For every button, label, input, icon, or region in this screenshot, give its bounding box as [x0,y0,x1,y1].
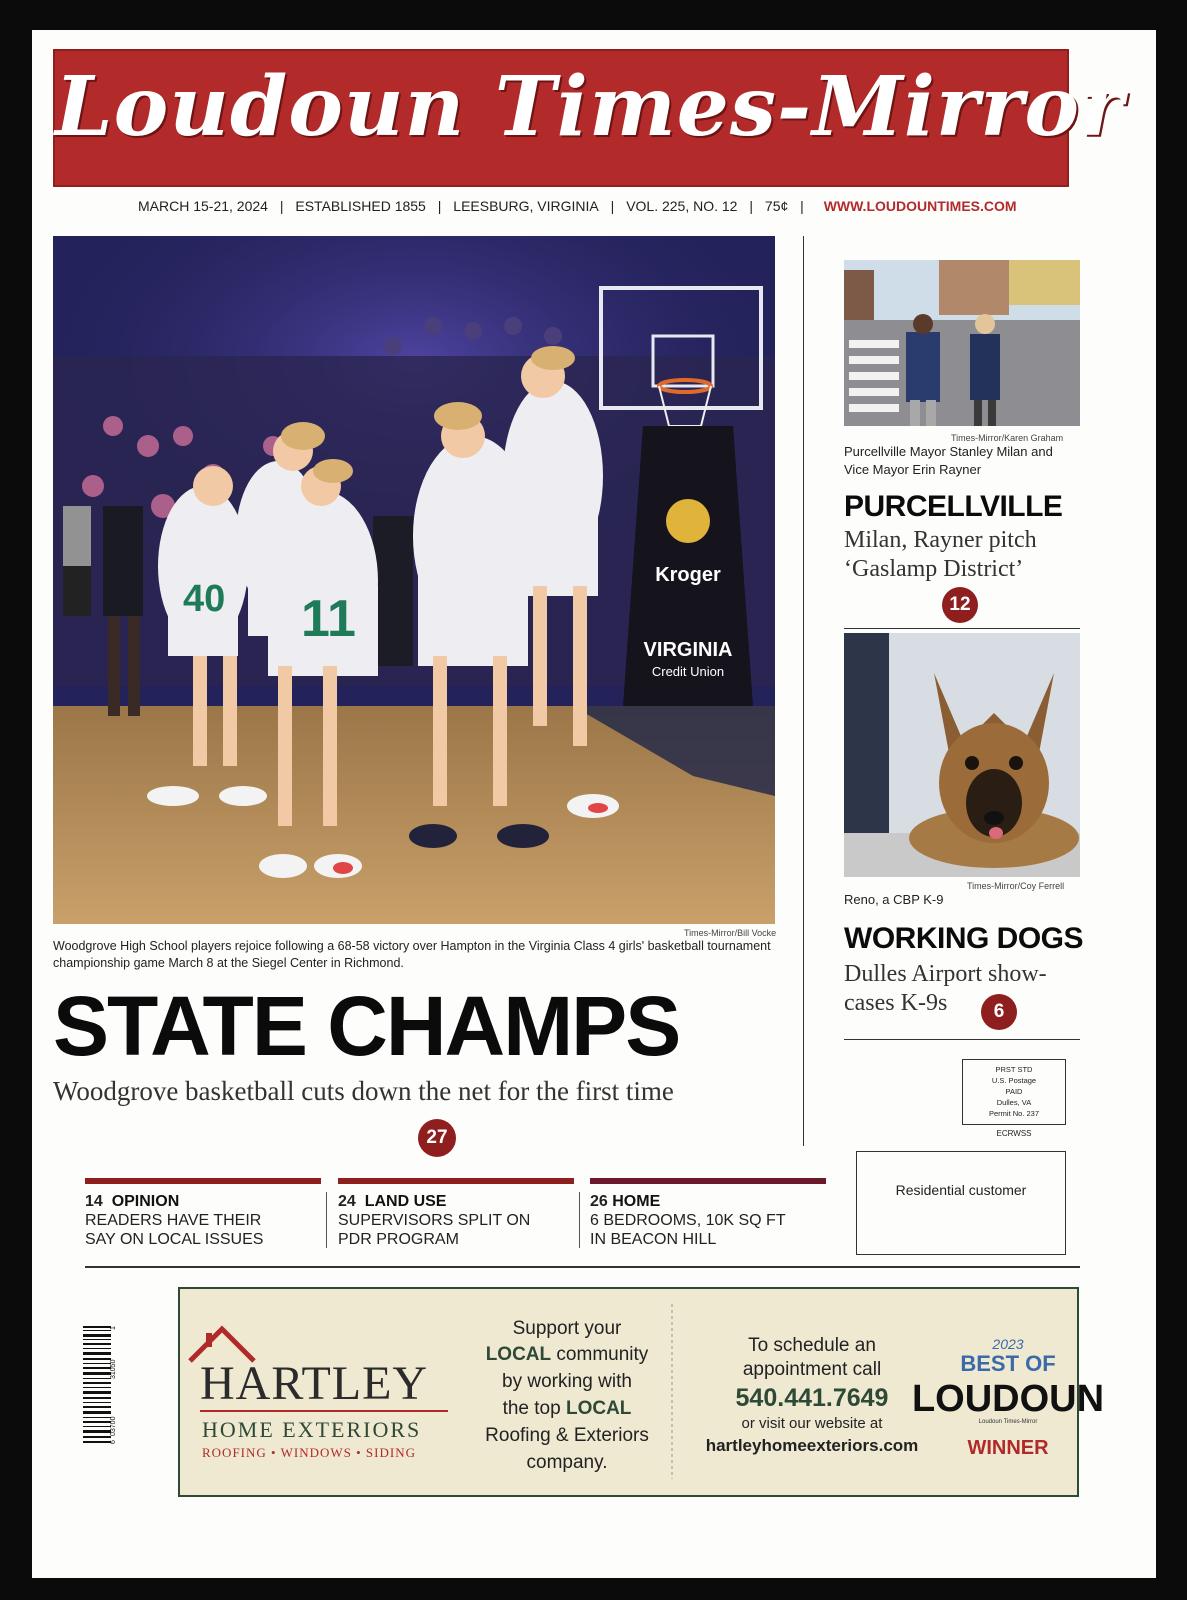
dateline-volume: VOL. 225, NO. 12 [626,198,738,214]
side-photo-1-caption: Purcellville Mayor Stanley Milan and Vice Mayor Erin Rayner [844,444,1053,477]
barcode-digits: 03700 [110,1416,117,1436]
award-best-of: BEST OF [960,1351,1056,1376]
award-winner: WINNER [967,1437,1049,1459]
ecrwss-label: ECRWSS [996,1129,1032,1138]
mailing-label-text: Residential customer [895,1182,1027,1198]
dateline-sep: | [800,198,804,214]
ad-phone[interactable]: 540.441.7649 [735,1384,889,1412]
purcellville-page-badge[interactable]: 12 [942,587,978,623]
postage-line: U.S. Postage [991,1076,1037,1085]
teaser-line: READERS HAVE THEIR [85,1212,262,1229]
postage-indicia [962,1059,1066,1125]
teaser-line: SAY ON LOCAL ISSUES [85,1231,264,1248]
ad-services: ROOFING • WINDOWS • SIDING [202,1445,416,1460]
ad-local: LOCAL [485,1344,552,1365]
side-photo-2-caption: Reno, a CBP K-9 [844,892,944,907]
website-link[interactable]: WWW.LOUDOUNTIMES.COM [823,198,1017,214]
side-photo-1-credit: Times-Mirror/Karen Graham [951,433,1064,443]
award-loudoun: LOUDOUN [911,1378,1105,1420]
teaser-line: IN BEACON HILL [590,1231,717,1248]
teaser-land-use[interactable] [338,1178,574,1249]
dateline-location: LEESBURG, VIRGINIA [453,198,599,214]
teaser-line: SUPERVISORS SPLIT ON [338,1212,531,1229]
barcode-digits: 1 [110,1326,117,1330]
ad-website[interactable]: hartleyhomeexteriors.com [705,1436,919,1455]
dateline-sep: | [610,198,615,214]
teaser-page: 14 [85,1193,103,1210]
award-year: 2023 [992,1336,1024,1352]
award-publication: Loudoun Times-Mirror [978,1419,1038,1425]
teaser-opinion[interactable] [85,1178,321,1249]
side-divider-2 [844,1039,1080,1040]
main-photo-credit: Times-Mirror/Bill Vocke [684,928,777,938]
teaser-line: PDR PROGRAM [338,1231,459,1248]
barcode-bars [83,1324,119,1444]
teaser-section: OPINION [111,1193,180,1210]
side-photo-mayors [844,260,1080,426]
dateline-sep: | [437,198,442,214]
postage-line: PRST STD [995,1065,1033,1074]
teaser-page: 24 [338,1193,356,1210]
ad-artwork [180,1289,1105,1495]
working-dogs-page-badge[interactable]: 6 [981,994,1017,1030]
teaser-section: HOME [612,1193,661,1210]
dateline-established: ESTABLISHED 1855 [295,198,426,214]
main-photo-basketball-celebration [53,236,775,924]
ad-mid-line: by working with [502,1371,632,1392]
main-page-badge[interactable]: 27 [418,1119,456,1157]
photo-illustration [53,236,775,924]
dateline-date: MARCH 15-21, 2024 [138,198,268,214]
teaser-divider [326,1192,327,1248]
dateline [53,198,1069,214]
ad-schedule-line: appointment call [742,1359,882,1380]
teaser-section: LAND USE [364,1193,447,1210]
main-photo-caption: Woodgrove High School players rejoice following a 68-58 victory over Hampton in the Virginia Class 4 girls' basketball tournament championship game March 8 at the Siegel Center in Richmond. [53,939,771,970]
teaser-home[interactable] [590,1178,826,1249]
mailing-label-box [856,1151,1066,1255]
ad-mid-line: the top [502,1398,566,1419]
barcode-digits: 6 [110,1440,117,1444]
photo-sponsor-credit-union: Credit Union [651,664,725,679]
postage-line: Dulles, VA [996,1098,1032,1107]
hartley-advertisement[interactable] [178,1287,1105,1497]
side-divider [844,628,1080,629]
ad-mid-line: Support your [512,1318,622,1339]
dateline-sep: | [279,198,284,214]
side-photo-k9-dog [844,633,1080,877]
masthead-title: Loudoun Times-Mirror [55,59,1125,155]
teaser-line: 6 BEDROOMS, 10K SQ FT [590,1212,786,1229]
main-headline[interactable]: STATE CHAMPS [53,979,680,1073]
working-dogs-deck [844,960,1080,1018]
ad-brand-sub: HOME EXTERIORS [202,1417,422,1442]
purcellville-deck: Milan, Rayner pitch ‘Gaslamp District’ [844,527,1037,582]
working-dogs-deck-line-1: Dulles Airport show- [844,961,1047,987]
best-of-loudoun-badge [912,1336,1104,1459]
ad-schedule-line: To schedule an [748,1335,876,1356]
photo-jersey-40: 40 [183,578,226,620]
dateline-price: 75¢ [764,198,789,214]
working-dogs-headline[interactable]: WORKING DOGS [844,922,1083,955]
ad-mid-line: community [551,1344,649,1365]
postage-line: Permit No. 237 [988,1109,1040,1118]
ad-mid-line: Roofing & Exteriors [485,1425,649,1446]
purcellville-headline[interactable]: PURCELLVILLE [844,490,1063,523]
mayors-photo-illustration [844,260,1080,426]
ad-brand: HARTLEY [200,1357,429,1410]
svg-text:the top LOCAL [503,1398,632,1419]
column-divider [803,236,804,1146]
barcode-digits: 31050 [110,1359,117,1379]
masthead [53,49,1125,187]
ad-local: LOCAL [565,1398,632,1419]
svg-text:LOCAL community [486,1344,649,1365]
barcode [83,1324,119,1444]
photo-sponsor-virginia: VIRGINIA [643,639,733,661]
teaser-divider [579,1192,580,1248]
photo-sponsor-kroger: Kroger [655,564,721,586]
dateline-sep: | [749,198,754,214]
side-photo-2-credit: Times-Mirror/Coy Ferrell [967,881,1065,891]
ad-mid-line: company. [526,1452,608,1473]
footer-divider [85,1266,1080,1268]
main-deck: Woodgrove basketball cuts down the net for the first time [53,1076,674,1106]
photo-jersey-11: 11 [301,590,356,648]
ad-schedule-line: or visit our website at [741,1415,883,1432]
teaser-page: 26 [590,1193,608,1210]
dog-photo-illustration [844,633,1080,877]
postage-line: PAID [1005,1087,1023,1096]
working-dogs-deck-line-2: cases K-9s [844,990,948,1016]
